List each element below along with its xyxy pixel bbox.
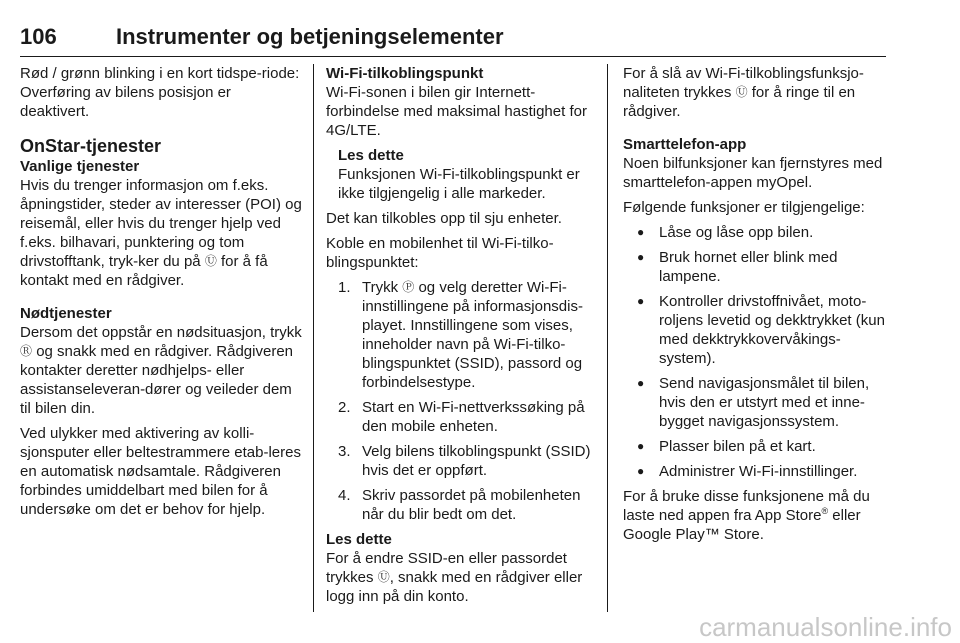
list-item: ● Låse og låse opp bilen. xyxy=(637,224,814,241)
list-item: ● Send navigasjonsmålet til bilen, hvis den er utstyrt med et inne-bygget navigasjonssystem. xyxy=(637,375,870,430)
note-label-2: Les dette xyxy=(326,531,392,548)
step-item: 4. Skriv passordet på mobilenheten når du blir bedt om det. xyxy=(338,487,581,523)
paragraph-wifi-intro: Wi-Fi-sonen i bilen gir Internett-forbindelse med maksimal hastighet for 4G/LTE. xyxy=(326,84,587,139)
paragraph-emergency: Dersom det oppstår en nødsituasjon, trykk Ⓡ og snakk med en rådgiver. Rådgiveren kontakter deretter nødhjelps- eller assistanseleveran-dører og veileder dem til bilen din. xyxy=(20,324,302,417)
column-divider-1 xyxy=(313,64,314,612)
paragraph-functions: Følgende funksjoner er tilgjengelige: xyxy=(623,199,865,216)
paragraph-connect: Koble en mobilenhet til Wi-Fi-tilko-blingspunktet: xyxy=(326,235,554,271)
paragraph-crash: Ved ulykker med aktivering av kolli-sjonsputer eller beltestrammere etab-leres en automatisk nødsamtale. Rådgiveren forbindes umiddelbart med bilen for å undersøke om det er behov for hjelp. xyxy=(20,425,301,518)
step-item: 2. Start en Wi-Fi-nettverkssøking på den mobile enheten. xyxy=(338,399,585,435)
note-text-1: Funksjonen Wi-Fi-tilkoblingspunkt er ikke tilgjengelig i alle markeder. xyxy=(338,166,580,202)
paragraph-wifi-off: For å slå av Wi-Fi-tilkoblingsfunksjo-naliteten trykkes Ⓤ for å ringe til en rådgiver. xyxy=(623,65,864,120)
paragraph-devices: Det kan tilkobles opp til sju enheter. xyxy=(326,210,562,227)
section-heading-onstar: OnStar-tjenester xyxy=(20,136,162,156)
intro-text: Rød / grønn blinking i en kort tidspe-riode: Overføring av bilens posisjon er deaktivert. xyxy=(20,65,300,120)
subheading-emergency: Nødtjenester xyxy=(20,305,112,322)
page-title: Instrumenter og betjeningselementer xyxy=(116,24,504,49)
onstar-button-icon: Ⓤ xyxy=(377,570,390,584)
column-divider-2 xyxy=(607,64,608,612)
list-item: ● Bruk hornet eller blink med lampene. xyxy=(637,249,838,285)
watermark: carmanualsonline.info xyxy=(699,612,952,642)
paragraph-app-intro: Noen bilfunksjoner kan fjernstyres med smarttelefon-appen myOpel. xyxy=(623,155,883,191)
note-label-1: Les dette xyxy=(338,147,404,164)
note-text-2: For å endre SSID-en eller passordet trykkes Ⓤ, snakk med en rådgiver eller logg inn på din konto. xyxy=(326,550,583,605)
step-item: 1. Trykk Ⓟ og velg deretter Wi-Fi-innstillingene på informasjonsdis-playet. Innstillingene som vises, inneholder navn på Wi-Fi-tilko-blingspunktet (SSID), passord og forbindelsestype. xyxy=(338,279,583,391)
paragraph-common-services: Hvis du trenger informasjon om f.eks. åpningstider, steder av interesser (POI) og reisemål, eller hvis du trenger hjelp ved f.eks. bilhavari, punktering og tom drivstofftank, tryk-ker du på Ⓤ for å få kontakt med en rådgiver. xyxy=(20,177,302,289)
subheading-common-services: Vanlige tjenester xyxy=(20,158,140,175)
onstar-button-icon: Ⓤ xyxy=(204,254,217,268)
step-item: 3. Velg bilens tilkoblingspunkt (SSID) hvis det er oppført. xyxy=(338,443,591,479)
header-rule xyxy=(20,56,886,57)
list-item: ● Kontroller drivstoffnivået, moto-roljens levetid og dekktrykket (kun med dekktrykkovervåkings-system). xyxy=(637,293,885,367)
page-header xyxy=(20,24,886,52)
column-3 xyxy=(623,64,889,544)
page-number: 106 xyxy=(20,24,57,49)
wifi-hotspot-button-icon: Ⓟ xyxy=(402,280,415,294)
onstar-button-icon: Ⓤ xyxy=(735,85,748,99)
subheading-wifi-hotspot: Wi-Fi-tilkoblingspunkt xyxy=(326,65,484,82)
list-item: ● Administrer Wi-Fi-innstillinger. xyxy=(637,463,858,480)
subheading-smartphone-app: Smarttelefon-app xyxy=(623,136,747,153)
column-1 xyxy=(20,64,302,519)
column-2 xyxy=(326,64,600,606)
list-item: ● Plasser bilen på et kart. xyxy=(637,438,816,455)
paragraph-download: For å bruke disse funksjonene må du laste ned appen fra App Store® eller Google Play™ Store. xyxy=(623,488,870,543)
sos-button-icon: Ⓡ xyxy=(20,344,33,358)
